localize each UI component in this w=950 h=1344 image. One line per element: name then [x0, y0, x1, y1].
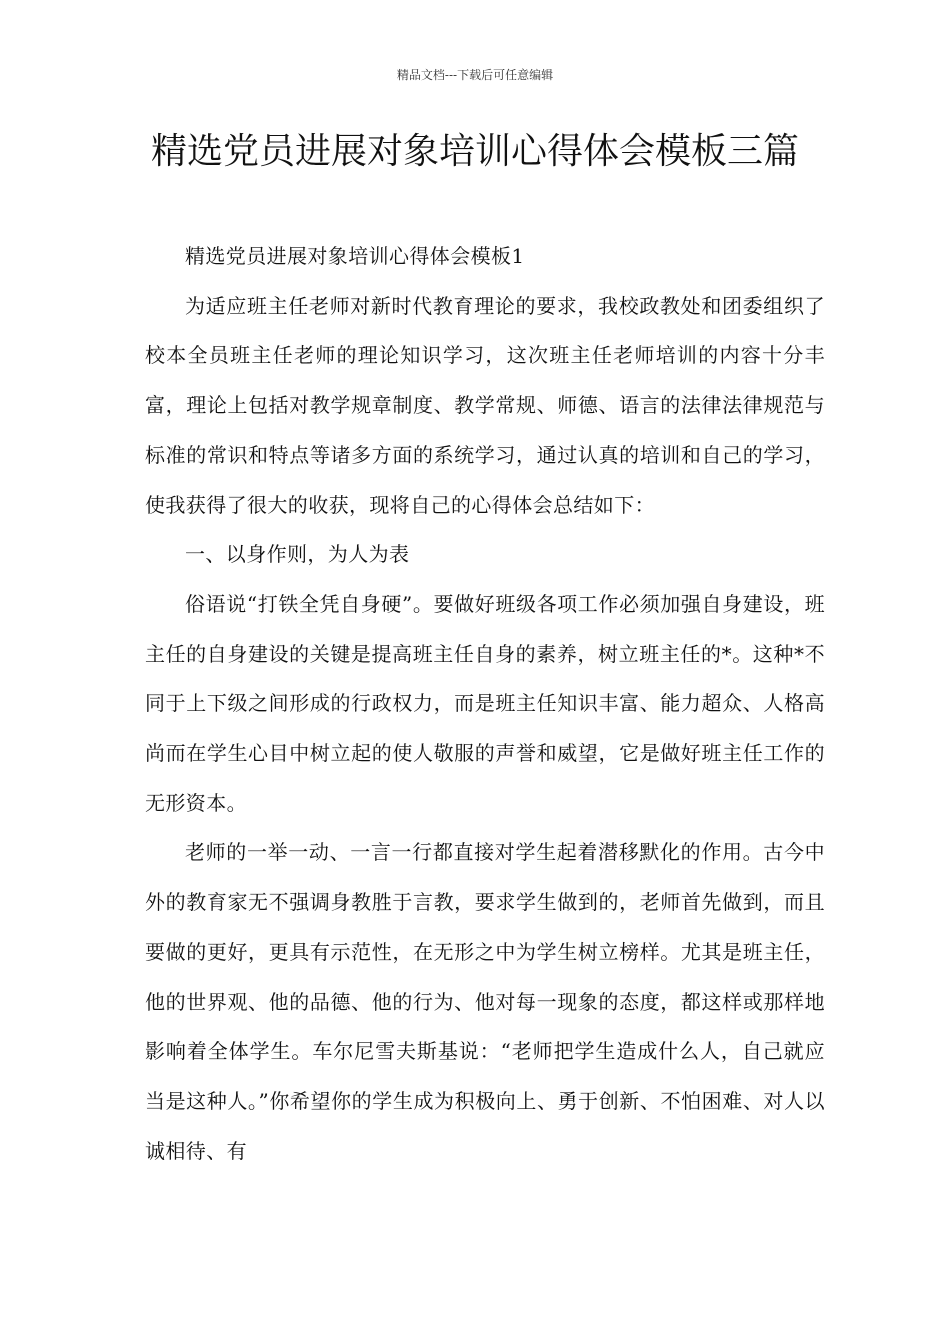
- subsection-heading: 一、以身作则，为人为表: [185, 542, 410, 567]
- header-note: 精品文档---下载后可任意编辑: [396, 68, 554, 82]
- body-paragraph: 俗语说“打铁全凭自身硬”。要做好班级各项工作必须加强自身建设，班主任的自身建设的关键是提高班主任自身的素养，树立班主任的*。这种*不同于上下级之间形成的行政权力，而是班主任知识丰富、能力超众、人格高尚而在学生心目中树立起的使人敬服的声誉和威望，它是做好班主任工作的无形资本。: [145, 591, 825, 815]
- document-title: 精选党员进展对象培训心得体会模板三篇: [150, 131, 799, 172]
- section-heading: 精选党员进展对象培训心得体会模板1: [185, 244, 525, 268]
- document-body: [145, 232, 825, 1176]
- body-paragraph: 为适应班主任老师对新时代教育理论的要求，我校政教处和团委组织了校本全员班主任老师的理论知识学习，这次班主任老师培训的内容十分丰富，理论上包括对教学规章制度、教学常规、师德、语言的法律法律规范与标准的常识和特点等诸多方面的系统学习，通过认真的培训和自己的学习，使我获得了很大的收获，现将自己的心得体会总结如下：: [145, 293, 825, 517]
- body-paragraph: 老师的一举一动、一言一行都直接对学生起着潜移默化的作用。古今中外的教育家无不强调身教胜于言教，要求学生做到的，老师首先做到，而且要做的更好，更具有示范性，在无形之中为学生树立榜样。尤其是班主任，他的世界观、他的品德、他的行为、他对每一现象的态度，都这样或那样地影响着全体学生。车尔尼雪夫斯基说：“老师把学生造成什么人，自己就应当是这种人。”你希望你的学生成为积极向上、勇于创新、不怕困难、对人以诚相待、有: [145, 840, 825, 1163]
